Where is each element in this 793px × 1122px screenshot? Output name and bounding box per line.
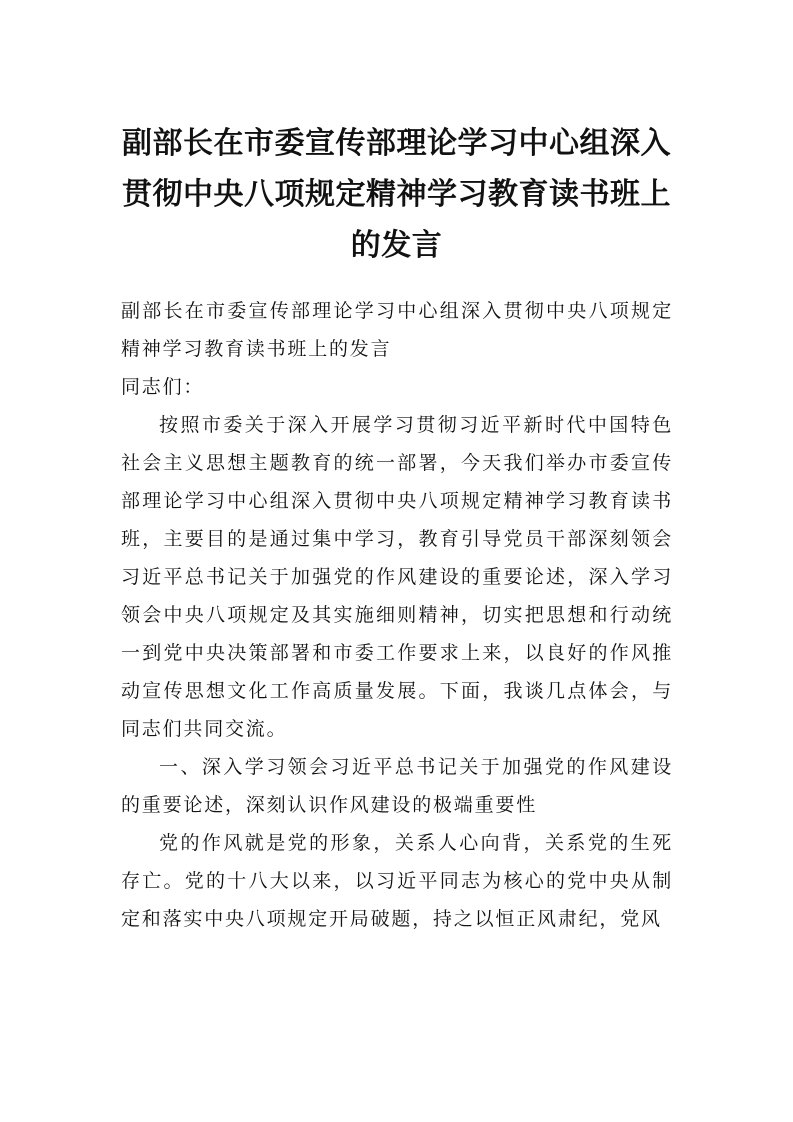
salutation: 同志们：	[121, 376, 205, 398]
subtitle-paragraph: 副部长在市委宣传部理论学习中心组深入贯彻中央八项规定精神学习教育读书班上的发言	[121, 300, 673, 360]
title-line-2: 贯彻中央八项规定精神学习教育读书班上	[122, 177, 671, 212]
title-line-1: 副部长在市委宣传部理论学习中心组深入	[122, 126, 671, 161]
intro-paragraph: 按照市委关于深入开展学习贯彻习近平新时代中国特色社会主义思想主题教育的统一部署，今天我们举办市委宣传部理论学习中心组深入贯彻中央八项规定精神学习教育读书班，主要目的是通过集中学习，教育引导党员干部深刻领会习近平总书记关于加强党的作风建设的重要论述，深入学习领会中央八项规定及其实施细则精神，切实把思想和行动统一到党中央决策部署和市委工作要求上来，以良好的作风推动宣传思想文化工作高质量发展。下面，我谈几点体会，与同志们共同交流。	[121, 414, 673, 740]
title-line-3: 的发言	[350, 228, 443, 263]
section-heading-1: 一、深入学习领会习近平总书记关于加强党的作风建设的重要论述，深刻认识作风建设的极端重要性	[121, 756, 673, 816]
section-1-paragraph: 党的作风就是党的形象，关系人心向背，关系党的生死存亡。党的十八大以来，以习近平同志为核心的党中央从制定和落实中央八项规定开局破题，持之以恒正风肃纪，党风	[121, 832, 673, 930]
document-body	[121, 292, 673, 938]
document-title	[110, 118, 683, 271]
